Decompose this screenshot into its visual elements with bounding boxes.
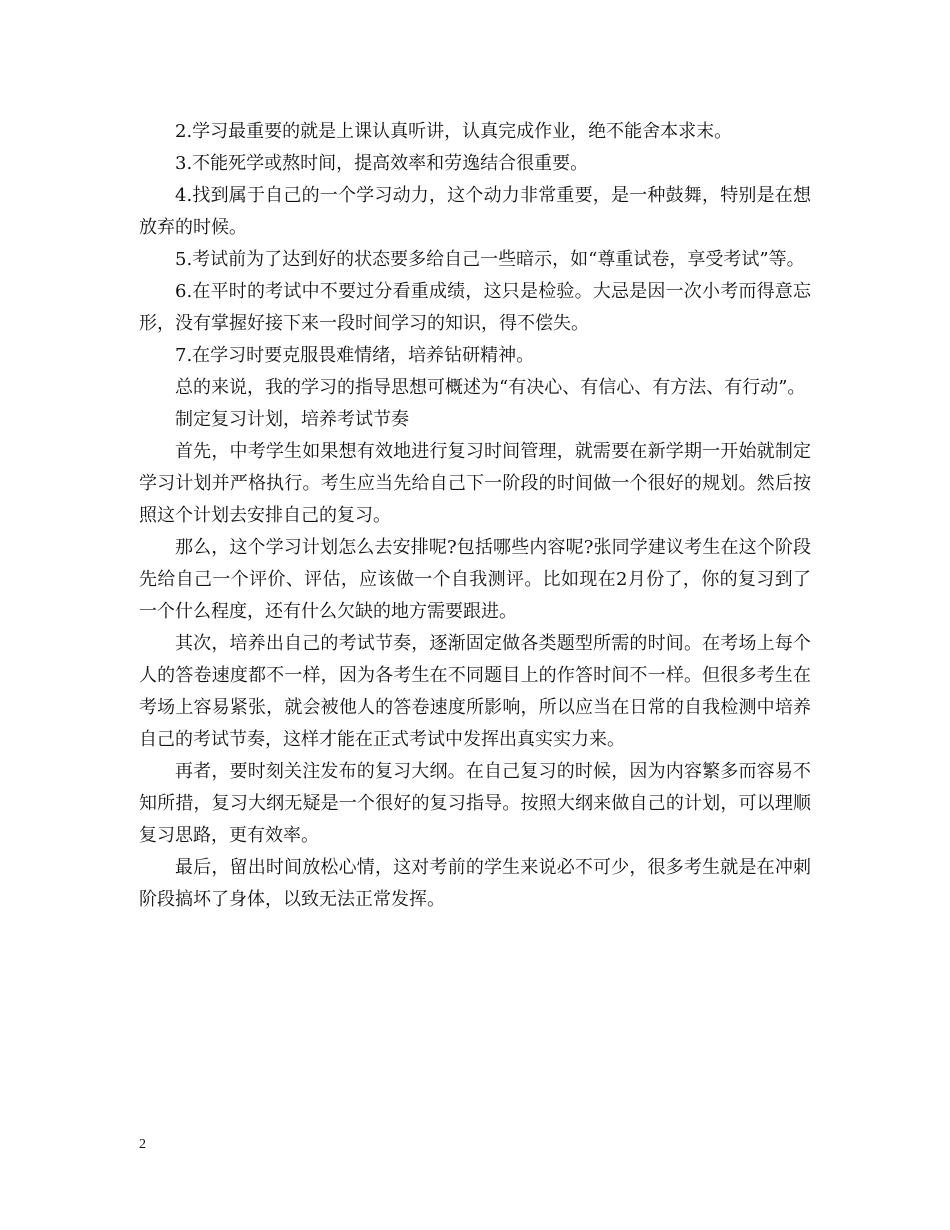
paragraph-tip-7: 7.在学习时要克服畏难情绪，培养钻研精神。 <box>175 345 535 366</box>
paragraph-plan: 那么，这个学习计划怎么去安排呢?包括哪些内容呢?张同学建议考生在这个阶段先给自己一个评价、评估，应该做一个自我测评。比如现在2月份了，你的复习到了一个什么程度，还有什么欠缺的地方需要跟进。 <box>139 537 811 622</box>
paragraph-tip-5: 5.考试前为了达到好的状态要多给自己一些暗示，如“尊重试卷，享受考试”等。 <box>175 249 805 270</box>
paragraph-first: 首先，中考学生如果想有效地进行复习时间管理，就需要在新学期一开始就制定学习计划并严格执行。考生应当先给自己下一阶段的时间做一个很好的规划。然后按照这个计划去安排自己的复习。 <box>139 441 811 526</box>
paragraph-tip-2: 2.学习最重要的就是上课认真听讲，认真完成作业，绝不能舍本求末。 <box>175 121 733 142</box>
section-heading: 制定复习计划，培养考试节奏 <box>175 409 409 430</box>
paragraph-tip-6: 6.在平时的考试中不要过分看重成绩，这只是检验。大忌是因一次小考而得意忘形，没有掌握好接下来一段时间学习的知识，得不偿失。 <box>139 281 811 334</box>
document-body <box>139 116 811 916</box>
paragraph-last: 最后，留出时间放松心情，这对考前的学生来说必不可少，很多考生就是在冲刺阶段搞坏了身体，以致无法正常发挥。 <box>139 857 811 910</box>
paragraph-tip-3: 3.不能死学或熬时间，提高效率和劳逸结合很重要。 <box>175 153 589 174</box>
page-number: 2 <box>139 1137 146 1152</box>
paragraph-second: 其次，培养出自己的考试节奏，逐渐固定做各类题型所需的时间。在考场上每个人的答卷速度都不一样，因为各考生在不同题目上的作答时间不一样。但很多考生在考场上容易紧张，就会被他人的答卷速度所影响，所以应当在日常的自我检测中培养自己的考试节奏，这样才能在正式考试中发挥出真实实力来。 <box>139 633 811 750</box>
paragraph-summary: 总的来说，我的学习的指导思想可概述为“有决心、有信心、有方法、有行动”。 <box>175 377 806 398</box>
paragraph-tip-4: 4.找到属于自己的一个学习动力，这个动力非常重要，是一种鼓舞，特别是在想放弃的时候。 <box>139 185 811 238</box>
paragraph-third: 再者，要时刻关注发布的复习大纲。在自己复习的时候，因为内容繁多而容易不知所措，复习大纲无疑是一个很好的复习指导。按照大纲来做自己的计划，可以理顺复习思路，更有效率。 <box>139 761 811 846</box>
